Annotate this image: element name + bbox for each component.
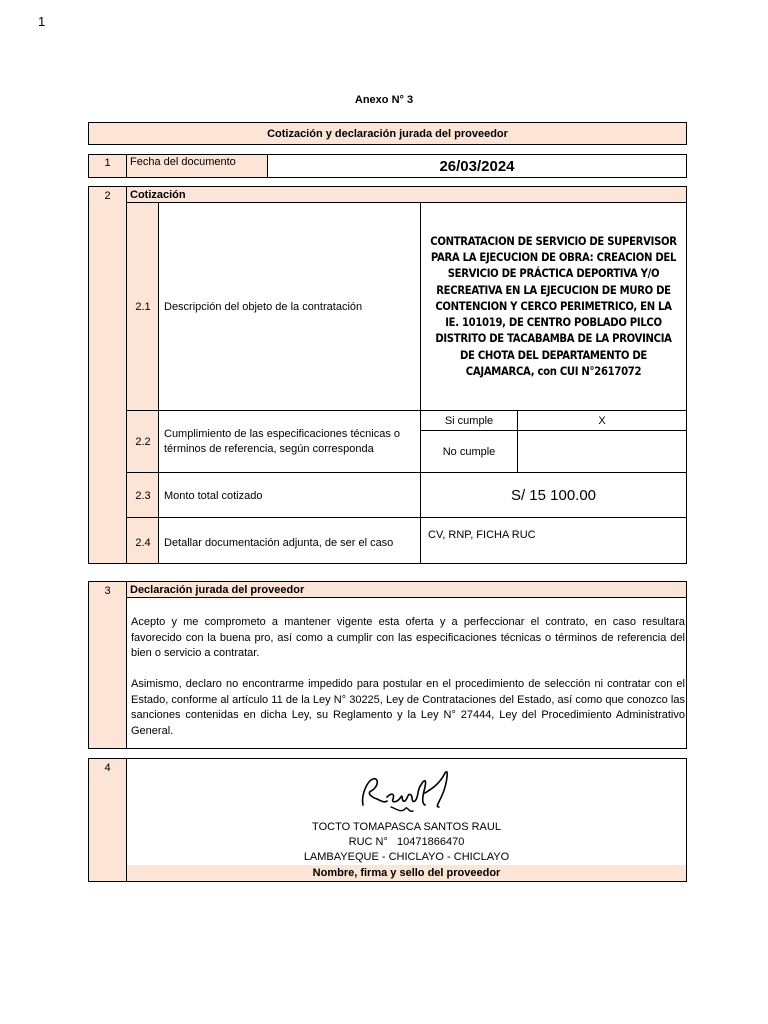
row-2-1-number: 2.1 [135, 301, 151, 313]
page-number: 1 [38, 14, 46, 29]
section-1-label: Fecha del documento [127, 155, 268, 177]
row-2-3-number: 2.3 [135, 489, 151, 502]
row-2-3 [127, 473, 686, 518]
section-1-number: 1 [89, 155, 127, 177]
section-2-label: Cotización [127, 187, 686, 203]
annex-title: Anexo N° 3 [354, 94, 414, 106]
declaration-paragraph-2: Asimismo, declaro no encontrarme impedido para postular en el procedimiento de selección ni contratar con el Estado, conforme al artículo 11 de la Ley N° 30225, Ley de Contrataciones del Estado, así como que conozco las sanciones contenidas en dicha Ley, su Reglamento y la Ley N° 27444, Ley del Procedimiento Administrativo General. [131, 678, 685, 737]
signature-footer-label: Nombre, firma y sello del proveedor [127, 865, 686, 881]
section-3-number: 3 [89, 582, 127, 748]
total-amount: S/ 15 100.00 [510, 487, 597, 504]
ruc-value: 10471866470 [397, 836, 465, 848]
ruc-label: RUC N° [348, 836, 388, 848]
section-2-number-col [89, 187, 127, 563]
compliance-yes-mark: X [518, 411, 686, 431]
declaration-paragraph-1: Acepto y me comprometo a mantener vigente esta oferta y a perfeccionar el contrato, en caso resultara favorecido con la buena pro, así como a cumplir con las especificaciones técnicas o términos de referencia del bien o servicio a contratar. [131, 616, 685, 659]
form-title: Cotización y declaración jurada del proveedor [88, 122, 687, 145]
compliance-no-label: No cumple [421, 431, 518, 473]
row-2-4 [127, 518, 686, 563]
contract-object-text: CONTRATACION DE SERVICIO DE SUPERVISOR PARA LA EJECUCION DE OBRA: CREACION DEL SERVICIO DE PRÁCTICA DEPORTIVA Y/O RECREATIVA EN LA EJECUCION DE MURO DE CONTENCION Y CERCO PERIMETRICO, EN LA IE. 101019, DE CENTRO POBLADO PILCO DISTRITO DE TACABAMBA DE LA PROVINCIA DE CHOTA DEL DEPARTAMENTO DE CAJAMARCA, con CUI N°2617072 [430, 234, 677, 379]
provider-location: LAMBAYEQUE - CHICLAYO - CHICLAYO [303, 851, 510, 863]
attached-documents: CV, RNP, FICHA RUC [428, 529, 536, 541]
provider-name: TOCTO TOMAPASCA SANTOS RAUL [312, 821, 501, 833]
row-2-1 [127, 203, 686, 411]
section-2-number: 2 [104, 190, 111, 202]
compliance-no-mark [518, 431, 686, 473]
section-1-date [88, 154, 687, 178]
section-2-quotation [88, 186, 687, 564]
handwritten-signature [357, 763, 463, 819]
compliance-yes-label: Si cumple [421, 411, 518, 431]
section-4-signature [88, 758, 687, 882]
quotation-table [127, 203, 686, 563]
contract-object-description [421, 203, 686, 411]
row-2-2-label: Cumplimiento de las especificaciones técnicas o términos de referencia, según corresponda [159, 411, 421, 473]
document-date: 26/03/2024 [439, 157, 515, 175]
section-3-label: Declaración jurada del proveedor [127, 582, 686, 598]
row-2-2-number: 2.2 [135, 436, 151, 448]
section-4-number: 4 [89, 759, 127, 881]
row-2-1-label: Descripción del objeto de la contratación [159, 203, 421, 411]
row-2-4-label: Detallar documentación adjunta, de ser el caso [159, 518, 421, 563]
row-2-2 [127, 411, 686, 473]
row-2-4-number: 2.4 [135, 536, 151, 549]
row-2-3-label: Monto total cotizado [159, 473, 421, 518]
provider-ruc [127, 836, 686, 848]
section-3-declaration [88, 581, 687, 749]
